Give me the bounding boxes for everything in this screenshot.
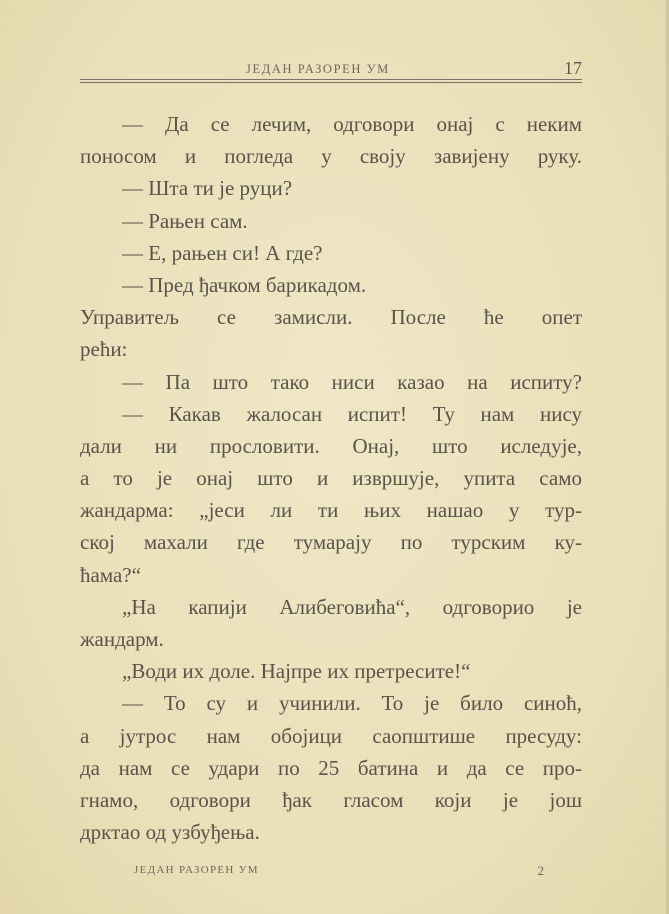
signature-mark: ЈЕДАН РАЗОРЕН УМ [134, 864, 259, 876]
text-line: да нам се удари по 25 батина и да се про- [80, 755, 582, 780]
page-number: 17 [564, 58, 582, 78]
text-line: а јутрос нам обојици саопштише пресуду: [80, 723, 582, 748]
text-line: ској махали где тумарају по турским ку- [80, 530, 582, 555]
text-line: — Пред ђачком барикадом. [122, 272, 367, 297]
text-line: гнамо, одговори ђак гласом који је још [80, 787, 582, 812]
text-line: поносом и погледа у своју завијену руку. [80, 144, 582, 169]
header-rule-top [80, 79, 582, 80]
text-line: — Па што тако ниси казао на испиту? [122, 369, 582, 394]
text-line: дали ни прословити. Онај, што иследује, [80, 433, 582, 458]
text-line: Управитељ се замисли. После ће опет [80, 305, 582, 330]
text-line: — Рањен сам. [122, 208, 248, 233]
text-line: рећи: [80, 337, 128, 362]
body-text [80, 108, 582, 848]
text-line: „Води их доле. Најпре их претресите!“ [122, 659, 471, 684]
page-header [80, 58, 582, 80]
text-line: жандарма: „јеси ли ти њих нашао у тур- [80, 498, 582, 523]
header-rule-bottom [80, 82, 582, 83]
text-line: — Шта ти је руци? [122, 176, 293, 201]
text-line: „На капији Алибеговића“, одговорио је [122, 594, 582, 619]
text-line: а то је онај што и извршује, упита само [80, 466, 582, 491]
text-line: — Е, рањен си! А где? [122, 240, 323, 265]
text-line: жандарм. [80, 627, 164, 651]
text-line: — Какав жалосан испит! Ту нам нису [122, 401, 582, 426]
page-footer [134, 864, 544, 880]
sheet-number: 2 [537, 863, 544, 878]
text-line: дрктао од узбуђења. [80, 820, 260, 845]
running-head: ЈЕДАН РАЗОРЕН УМ [246, 62, 390, 76]
text-line: — То су и учинили. То је било синоћ, [122, 691, 582, 716]
text-line: — Да се лечим, одговори онај с неким [122, 112, 582, 136]
text-line: ћама?“ [80, 562, 141, 587]
